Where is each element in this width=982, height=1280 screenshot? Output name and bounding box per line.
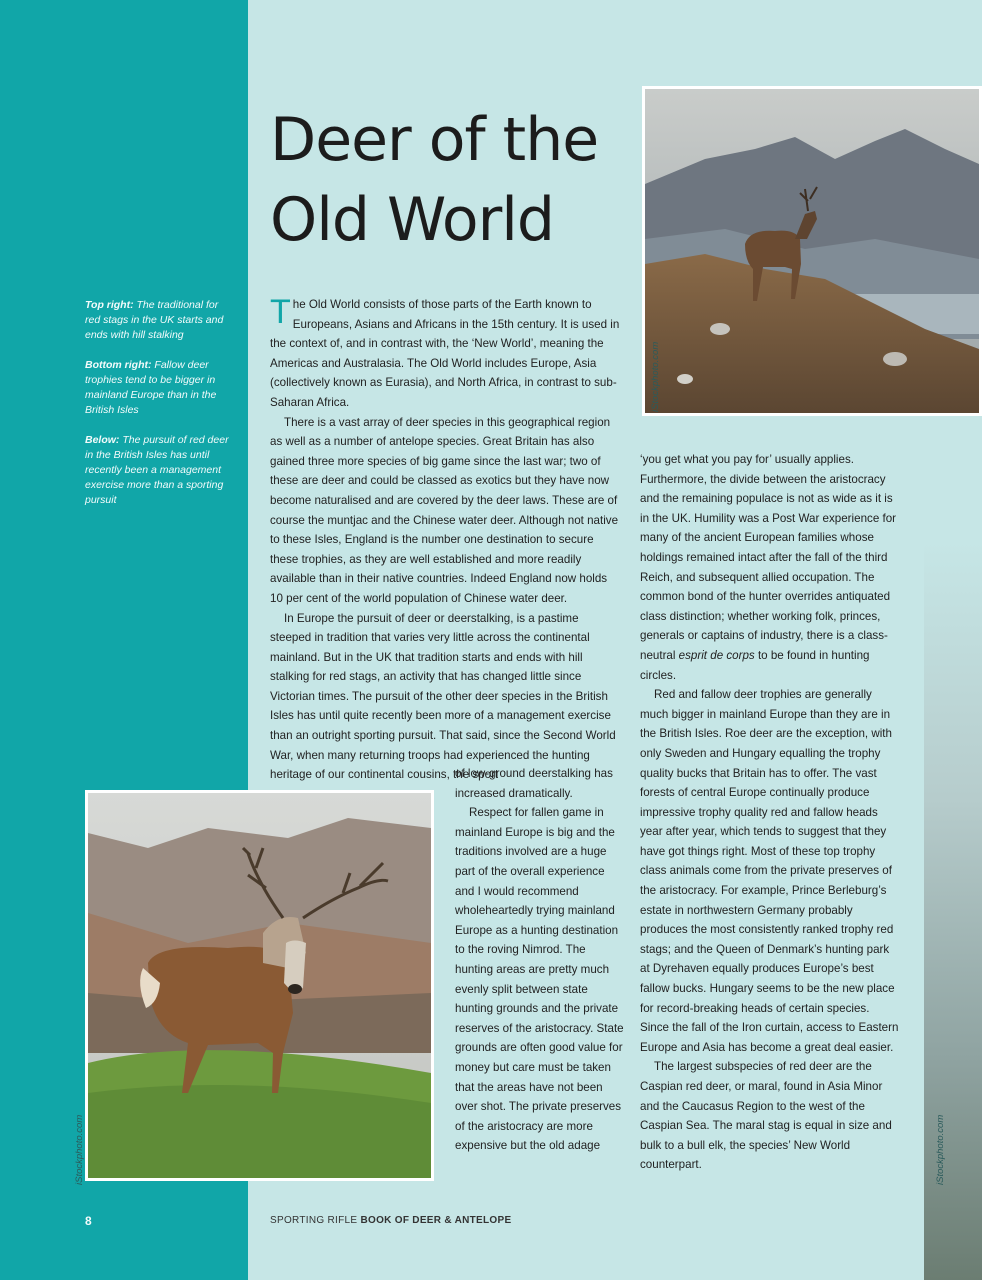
paragraph-5: Red and fallow deer trophies are generally much bigger in mainland Europe than they are in the British Isles. Roe deer are the exception, with only Sweden and Hungary equalling the trophy quality bucks that Britain has to offer. The vast forests of central Europe continually produce impressive trophy quality red and fallow heads year after year, which tends to suggest that they have got things right. Most of these top trophy class animals come from the private preserves of the aristocracy. For example, Prince Berleburg’s estate in northwestern Germany probably produces the most consistently ranked trophy red stags; and the Queen of Denmark’s hunting park at Dyrehaven equally produces Europe’s best fallow bucks. Hungary seems to be the new place for record-breaking heads of certain species. Since the fall of the Iron curtain, access to Eastern Europe and Asia has become a great deal easier. bbox=[640, 688, 899, 1054]
page-number: 8 bbox=[85, 1214, 92, 1228]
italic-phrase: esprit de corps bbox=[678, 648, 755, 662]
paragraph-4-continued-tail: to be found in hunting circles. bbox=[640, 648, 870, 682]
caption-text: The pursuit of red deer in the British Isles has until recently been a management exercise more than a sporting pursuit bbox=[85, 434, 229, 506]
paragraph-4-continued-text: ‘you get what you pay for’ usually applies. Furthermore, the divide between the aristocracy and the remaining populace is not as wide as it is in the UK. Humility was a Post War experience for many of the ancient European families whose holdings remained intact after the fall of the third Reich, and subsequent allied occupation. The common bond of the hunter overrides antiquated class distinction; whether working folk, princes, generals or captains of industry, there is a class-neutral bbox=[640, 453, 897, 662]
footer-book-title: BOOK OF DEER & ANTELOPE bbox=[360, 1215, 512, 1226]
body-column-main bbox=[270, 295, 620, 785]
caption-label: Bottom right: bbox=[85, 359, 152, 371]
body-column-right bbox=[640, 450, 900, 1175]
paragraph-4-continued bbox=[640, 450, 900, 685]
paragraph-3-continued: of low-ground deerstalking has increased dramatically. bbox=[455, 767, 613, 800]
stag-hillside-illustration bbox=[645, 89, 979, 413]
paragraph-3: In Europe the pursuit of deer or deerstalking, is a pastime steeped in tradition that varies very little across the continental mainland. But in the UK that tradition starts and ends with hill stalking for red stags, an activity that has changed little since Victorian times. The pursuit of the other deer species in the British Isles has until quite recently been more of a management exercise than an outright sporting pursuit. That said, since the Second World War, when many returning troops had experienced the hunting heritage of our continental cousins, the sport bbox=[270, 611, 616, 782]
paragraph-6: The largest subspecies of red deer are the Caspian red deer, or maral, found in Asia Minor and the Caucasus Region to the west of the Caspian Sea. The maral stag is equal in size and bulk to a bull elk, the species’ New World counterpart. bbox=[640, 1060, 892, 1172]
caption-text: The traditional for red stags in the UK starts and ends with hill stalking bbox=[85, 299, 224, 341]
caption-label: Below: bbox=[85, 434, 120, 446]
photo-stag-hillside bbox=[642, 86, 982, 416]
photo-credit-right-edge: iStockphoto.com bbox=[935, 1114, 946, 1185]
footer-magazine: SPORTING RIFLE bbox=[270, 1215, 358, 1226]
photo-credit-bottom: iStockphoto.com bbox=[74, 1114, 85, 1185]
paragraph-1 bbox=[270, 295, 620, 413]
caption-below bbox=[85, 433, 235, 508]
title-line-2: Old World bbox=[270, 185, 554, 255]
drop-cap: T bbox=[270, 293, 291, 331]
right-edge-photo-strip bbox=[924, 540, 982, 1280]
page-title bbox=[270, 100, 630, 260]
caption-text: Fallow deer trophies tend to be bigger in mainland Europe than in the British Isles bbox=[85, 359, 217, 416]
paragraph-2: There is a vast array of deer species in this geographical region as well as a number of antelope species. Great Britain has also gained three more species of big game since the last war; two of these are deer and could be classed as exotics but they have now become naturalised and are covered by the deer laws. These are of course the muntjac and the Chinese water deer. Although not native to these Isles, England is the number one destination to secure these trophies, as they are well established and more readily available than in their native countries. Indeed England now holds 10 per cent of the world population of Chinese water deer. bbox=[270, 415, 619, 605]
paragraph-1-text: he Old World consists of those parts of the Earth known to Europeans, Asians and Africans in the 15th century. It is used in the context of, and in contrast with, the ‘New World’, meaning the Americas and Australasia. The Old World includes Europe, Asia (collectively known as Eurasia), and North Africa, in contrast to sub-Saharan Africa. bbox=[270, 298, 620, 409]
photo-red-stag bbox=[85, 790, 434, 1181]
red-stag-illustration bbox=[88, 793, 431, 1178]
photo-credit-top: iStockphoto.com bbox=[650, 341, 661, 412]
caption-bottom-right bbox=[85, 358, 235, 418]
caption-label: Top right: bbox=[85, 299, 134, 311]
body-column-narrow bbox=[455, 764, 625, 1156]
caption-top-right bbox=[85, 298, 235, 343]
paragraph-4: Respect for fallen game in mainland Europe is big and the traditions involved are a huge part of the overall experience and I would recommend wholeheartedly trying mainland Europe as a hunting destination to the roving Nimrod. The hunting areas are pretty much evenly split between state hunting grounds and the private reserves of the aristocracy. State grounds are often good value for money but care must be taken that the areas have not been over shot. The private preserves of the aristocracy are more expensive but the old adage bbox=[455, 806, 624, 1153]
title-line-1: Deer of the bbox=[270, 105, 599, 175]
running-footer bbox=[270, 1215, 511, 1226]
